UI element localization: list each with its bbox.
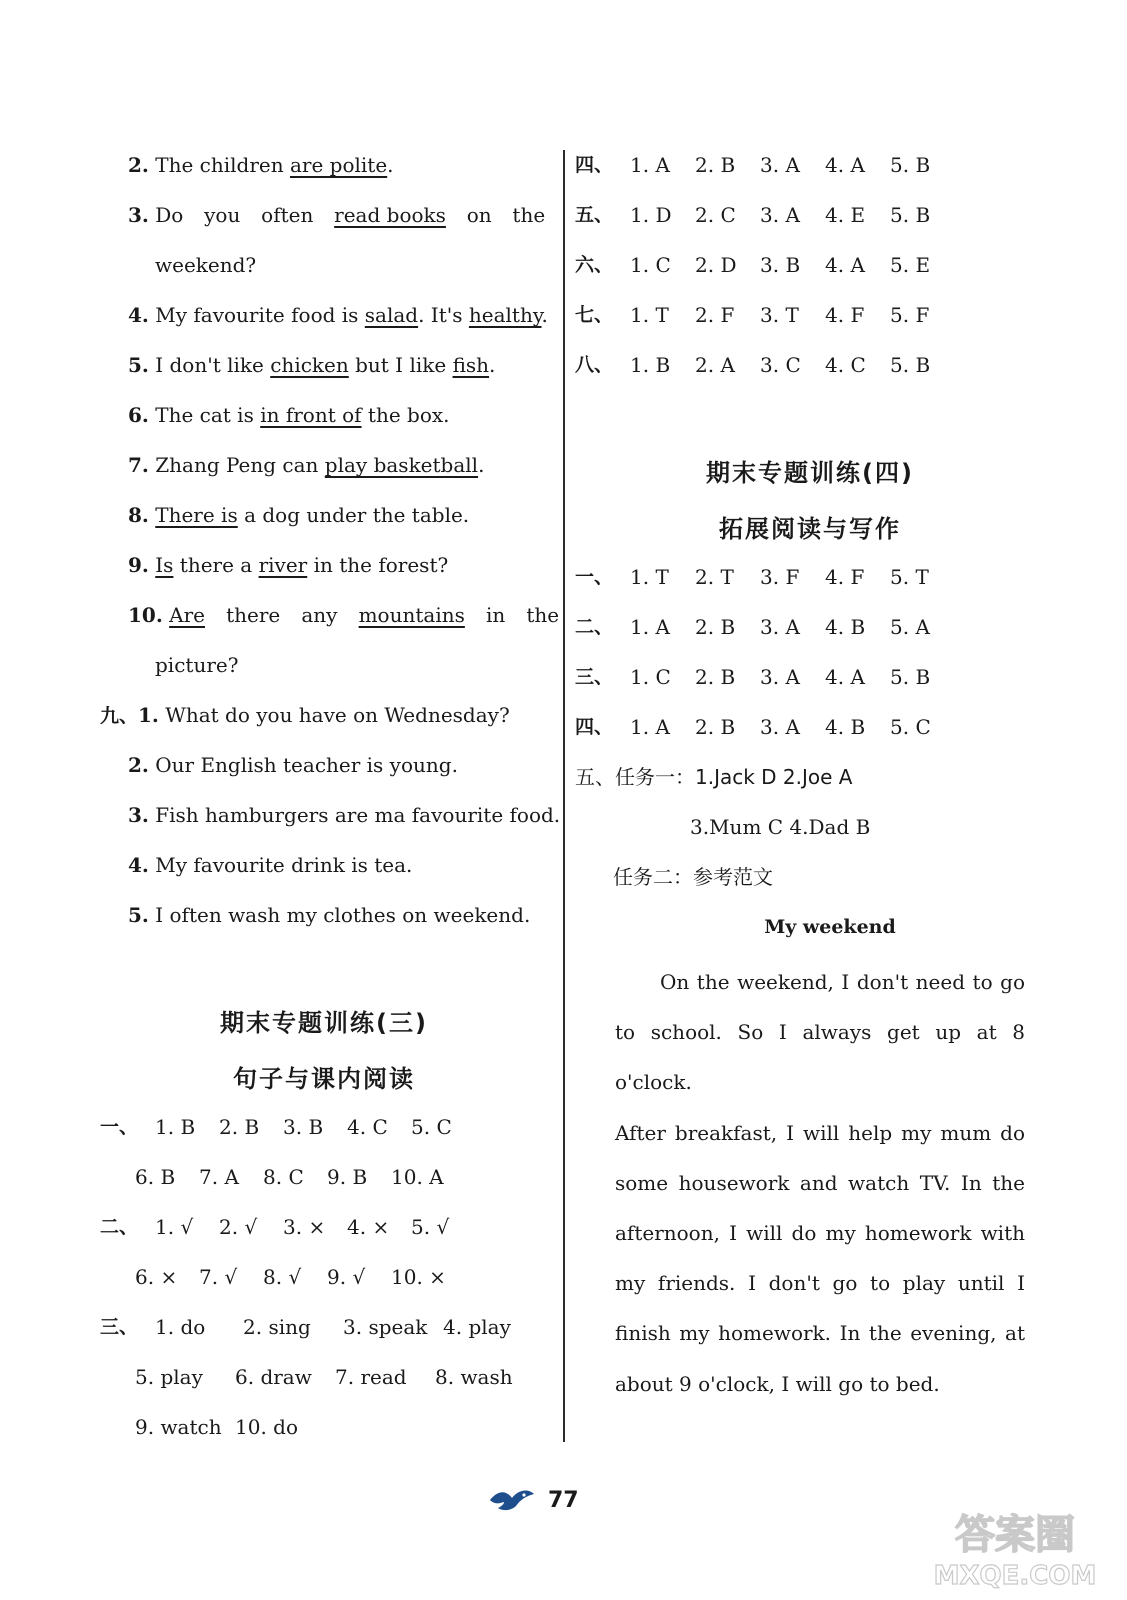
item-number: 2.	[128, 753, 149, 777]
underlined-phrase: read books	[334, 203, 446, 227]
sentence-fragment: .	[478, 453, 485, 477]
item-number: 4.	[128, 303, 149, 327]
answer-row	[575, 245, 1045, 295]
sentence-fragment: The cat is	[155, 403, 261, 427]
answer-cell: 4. A	[825, 665, 865, 689]
sentence-word: in	[485, 603, 506, 627]
essay-line: my friends. I don't go to play until I	[615, 1271, 1025, 1296]
answer-cell: 2. A	[695, 353, 735, 377]
answer-cell: 6. B	[135, 1165, 176, 1189]
essay-line: After breakfast, I will help my mum do	[615, 1120, 1025, 1145]
underlined-phrase: There is	[155, 503, 238, 527]
item-number: 10.	[128, 603, 163, 627]
answer-cell: 5. F	[890, 303, 930, 327]
sentence-continuation: picture?	[155, 653, 239, 677]
answer-cell: 5. √	[411, 1215, 450, 1239]
answer-cell: 4. C	[825, 353, 866, 377]
sentence-line	[100, 145, 548, 195]
section-marker: 一、	[100, 1116, 139, 1138]
sentence-line	[100, 845, 548, 895]
underlined-phrase: are polite	[289, 153, 388, 177]
item-number: 8.	[128, 503, 149, 527]
essay-title: My weekend	[764, 916, 896, 938]
page-number: 77	[548, 1487, 579, 1513]
answer-cell: 7. read	[335, 1365, 407, 1389]
answer-row	[100, 1357, 548, 1407]
answer-cell: 5. E	[890, 253, 931, 277]
sentence-fragment: Our English teacher is young.	[155, 753, 458, 777]
section-heading: 期末专题训练(三)	[220, 1009, 428, 1037]
underlined-phrase: fish	[452, 353, 490, 377]
answer-cell: 8. C	[263, 1165, 304, 1189]
underlined-phrase: mountains	[358, 603, 465, 627]
essay-line: about 9 o'clock, I will go to bed.	[615, 1371, 940, 1396]
sentence-word: there	[226, 603, 281, 627]
answer-cell: 4. F	[825, 565, 865, 589]
answer-cell: 10. do	[235, 1415, 299, 1439]
sentence-line	[100, 545, 548, 595]
sentence-fragment: Fish hamburgers are ma favourite food.	[155, 803, 561, 827]
section-marker: 二、	[575, 616, 614, 638]
answer-cell: 3. F	[760, 565, 800, 589]
section-marker: 四、	[575, 154, 614, 176]
answer-cell: 4. E	[825, 203, 866, 227]
answer-cell: 3. B	[760, 253, 801, 277]
flying-bird-logo-icon	[488, 1486, 536, 1514]
answer-cell: 3. A	[760, 153, 800, 177]
answer-cell: 3. ×	[283, 1215, 326, 1239]
answer-cell: 3. C	[760, 353, 801, 377]
underlined-phrase: in front of	[260, 403, 362, 427]
answer-cell: 1. B	[155, 1115, 196, 1139]
answer-row	[575, 707, 1045, 757]
item-number: 6.	[128, 403, 149, 427]
section-marker: 二、	[100, 1216, 139, 1238]
answer-cell: 1. T	[630, 565, 669, 589]
essay-line: finish my homework. In the evening, at	[615, 1321, 1025, 1346]
answer-cell: 2. T	[695, 565, 734, 589]
answer-cell: 10. A	[391, 1165, 444, 1189]
answer-cell: 1. T	[630, 303, 669, 327]
right-column	[575, 145, 1045, 1409]
sentence-fragment: My favourite food is	[155, 303, 365, 327]
answer-row	[100, 1257, 548, 1307]
item-number: 5.	[128, 353, 149, 377]
sentence-fragment: I often wash my clothes on weekend.	[155, 903, 531, 927]
section-marker: 八、	[575, 354, 614, 376]
answer-cell: 6. draw	[235, 1365, 312, 1389]
answer-cell: 8. wash	[435, 1365, 513, 1389]
answer-cell: 5. T	[890, 565, 929, 589]
answer-cell: 2. B	[695, 715, 736, 739]
answer-cell: 4. F	[825, 303, 865, 327]
answer-cell: 4. play	[443, 1315, 511, 1339]
answer-row	[100, 1207, 548, 1257]
sentence-line	[100, 745, 548, 795]
sentence-word: any	[301, 603, 338, 627]
sentence-word: you	[204, 203, 241, 227]
sentence-word: Do	[155, 203, 184, 227]
answer-cell: 9. B	[327, 1165, 368, 1189]
answer-cell: 1. B	[630, 353, 671, 377]
answer-row	[100, 1407, 548, 1457]
answer-cell: 4. A	[825, 253, 865, 277]
answer-cell: 1. do	[155, 1315, 206, 1339]
essay-body	[575, 957, 1025, 1409]
sentence-line	[100, 795, 561, 845]
sentence-fragment: .	[541, 303, 548, 327]
item-number: 4.	[128, 853, 149, 877]
underlined-phrase: healthy	[468, 303, 542, 327]
answer-cell: 1. A	[630, 615, 670, 639]
sentence-fragment: .	[489, 353, 496, 377]
site-watermark	[915, 1500, 1115, 1592]
task-two-label: 任务二：参考范文	[613, 865, 773, 889]
sentence-word: the	[526, 603, 560, 627]
answer-cell: 1. A	[630, 153, 670, 177]
sentence-fragment: .	[387, 153, 394, 177]
answer-cell: 1. √	[155, 1215, 194, 1239]
sentence-fragment: in the forest?	[307, 553, 449, 577]
answer-cell: 5. play	[135, 1365, 203, 1389]
answer-cell: 6. ×	[135, 1265, 178, 1289]
task-one-continuation: 3.Mum C 4.Dad B	[690, 815, 871, 839]
section-marker	[100, 1157, 135, 1207]
answer-row	[575, 145, 1045, 195]
answer-cell: 2. F	[695, 303, 735, 327]
underlined-phrase: salad	[364, 303, 419, 327]
sentence-line	[100, 195, 548, 245]
section-marker: 七、	[575, 304, 614, 326]
page-footer	[488, 1480, 608, 1520]
sentence-fragment: What do you have on Wednesday?	[165, 703, 510, 727]
essay-line: to school. So I always get up at 8 o'clock.	[615, 1020, 1025, 1095]
item-number: 1.	[138, 703, 159, 727]
sentence-fragment: My favourite drink is tea.	[155, 853, 413, 877]
section-marker	[100, 1407, 135, 1457]
sentence-fragment: . It's	[418, 303, 469, 327]
answer-cell: 5. A	[890, 615, 930, 639]
answer-cell: 3. A	[760, 203, 800, 227]
answer-row	[575, 607, 1045, 657]
underlined-phrase: river	[258, 553, 308, 577]
answer-cell: 5. C	[411, 1115, 452, 1139]
answer-row	[575, 657, 1045, 707]
answer-cell: 5. B	[890, 353, 931, 377]
underlined-phrase: Are	[169, 603, 205, 627]
answer-cell: 4. B	[825, 615, 866, 639]
sentence-line	[100, 395, 548, 445]
sentence-fragment: I don't like	[155, 353, 271, 377]
answer-cell: 7. √	[199, 1265, 238, 1289]
item-number: 3.	[128, 803, 149, 827]
section-heading: 句子与课内阅读	[233, 1065, 415, 1093]
answer-row	[575, 345, 1045, 395]
answer-cell: 2. √	[219, 1215, 258, 1239]
answer-cell: 4. B	[825, 715, 866, 739]
answer-cell: 5. B	[890, 153, 931, 177]
answer-row	[100, 1157, 548, 1207]
sentence-fragment: but I like	[348, 353, 453, 377]
item-number: 2.	[128, 153, 149, 177]
answer-cell: 5. B	[890, 665, 931, 689]
sentence-fragment: there a	[173, 553, 259, 577]
item-number: 3.	[128, 203, 149, 227]
essay-line: afternoon, I will do my homework with	[615, 1221, 1025, 1246]
answer-cell: 5. C	[890, 715, 931, 739]
sentence-word: on	[466, 203, 492, 227]
item-number: 7.	[128, 453, 149, 477]
answer-cell: 2. D	[695, 253, 737, 277]
section-marker: 六、	[575, 254, 614, 276]
answer-cell: 4. C	[347, 1115, 388, 1139]
answer-cell: 1. A	[630, 715, 670, 739]
answer-cell: 4. A	[825, 153, 865, 177]
left-column	[100, 145, 561, 1457]
answer-cell: 2. B	[695, 665, 736, 689]
underlined-phrase: play basketball	[324, 453, 479, 477]
answer-cell: 3. A	[760, 615, 800, 639]
sentence-fragment: Zhang Peng can	[155, 453, 325, 477]
section-marker: 五、	[575, 204, 614, 226]
spacer	[575, 395, 1045, 445]
spacer	[100, 945, 548, 995]
answer-cell: 1. C	[630, 665, 671, 689]
answer-cell: 3. T	[760, 303, 799, 327]
sentence-text	[155, 195, 545, 235]
answer-cell: 9. watch	[135, 1415, 222, 1439]
essay-line: some housework and watch TV. In the	[615, 1170, 1025, 1195]
answer-row	[100, 1307, 548, 1357]
section-marker: 一、	[575, 566, 614, 588]
section-marker: 四、	[575, 716, 614, 738]
item-number: 5.	[128, 903, 149, 927]
sentence-line	[100, 445, 548, 495]
sentence-line	[100, 495, 548, 545]
answer-cell: 9. √	[327, 1265, 366, 1289]
answer-cell: 1. C	[630, 253, 671, 277]
section-marker	[100, 1257, 135, 1307]
essay-line: On the weekend, I don't need to go	[660, 970, 1025, 994]
sentence-line	[100, 595, 560, 645]
answer-cell: 2. sing	[243, 1315, 311, 1339]
sentence-line	[100, 895, 548, 945]
sentence-fragment: the box.	[361, 403, 450, 427]
answer-row	[575, 557, 1045, 607]
answer-cell: 2. B	[219, 1115, 260, 1139]
answer-row	[575, 195, 1045, 245]
answer-cell: 3. B	[283, 1115, 324, 1139]
task-one-line: 五、任务一：1.Jack D 2.Joe A	[575, 765, 853, 789]
section-marker	[100, 1357, 135, 1407]
sentence-text	[169, 595, 559, 635]
section-marker: 三、	[575, 666, 614, 688]
section-heading: 拓展阅读与写作	[719, 515, 901, 543]
answer-cell: 7. A	[199, 1165, 239, 1189]
sentence-line	[100, 345, 548, 395]
answer-cell: 1. D	[630, 203, 672, 227]
sentence-continuation: weekend?	[155, 253, 257, 277]
sentence-fragment: a dog under the table.	[237, 503, 470, 527]
underlined-phrase: chicken	[270, 353, 349, 377]
sentence-fragment: The children	[155, 153, 290, 177]
watermark-text-url: MXQE.COM	[933, 1561, 1097, 1591]
answer-cell: 8. √	[263, 1265, 302, 1289]
answer-cell: 3. A	[760, 665, 800, 689]
watermark-text-cn: 答案圈	[955, 1512, 1075, 1558]
section-marker: 三、	[100, 1316, 139, 1338]
answer-cell: 4. ×	[347, 1215, 390, 1239]
item-number: 9.	[128, 553, 149, 577]
sentence-line	[100, 295, 548, 345]
answer-cell: 2. B	[695, 153, 736, 177]
answer-row	[575, 295, 1045, 345]
answer-cell: 5. B	[890, 203, 931, 227]
underlined-phrase: Is	[155, 553, 174, 577]
sentence-word: often	[261, 203, 314, 227]
section-heading: 期末专题训练(四)	[706, 459, 914, 487]
sentence-word: the	[512, 203, 546, 227]
answer-cell: 2. C	[695, 203, 736, 227]
answer-cell: 3. A	[760, 715, 800, 739]
sentence-line	[100, 695, 548, 745]
answer-row	[100, 1107, 548, 1157]
section-marker: 九、	[100, 705, 139, 727]
column-divider	[563, 150, 565, 1442]
answer-cell: 10. ×	[391, 1265, 446, 1289]
answer-cell: 3. speak	[343, 1315, 428, 1339]
answer-cell: 2. B	[695, 615, 736, 639]
